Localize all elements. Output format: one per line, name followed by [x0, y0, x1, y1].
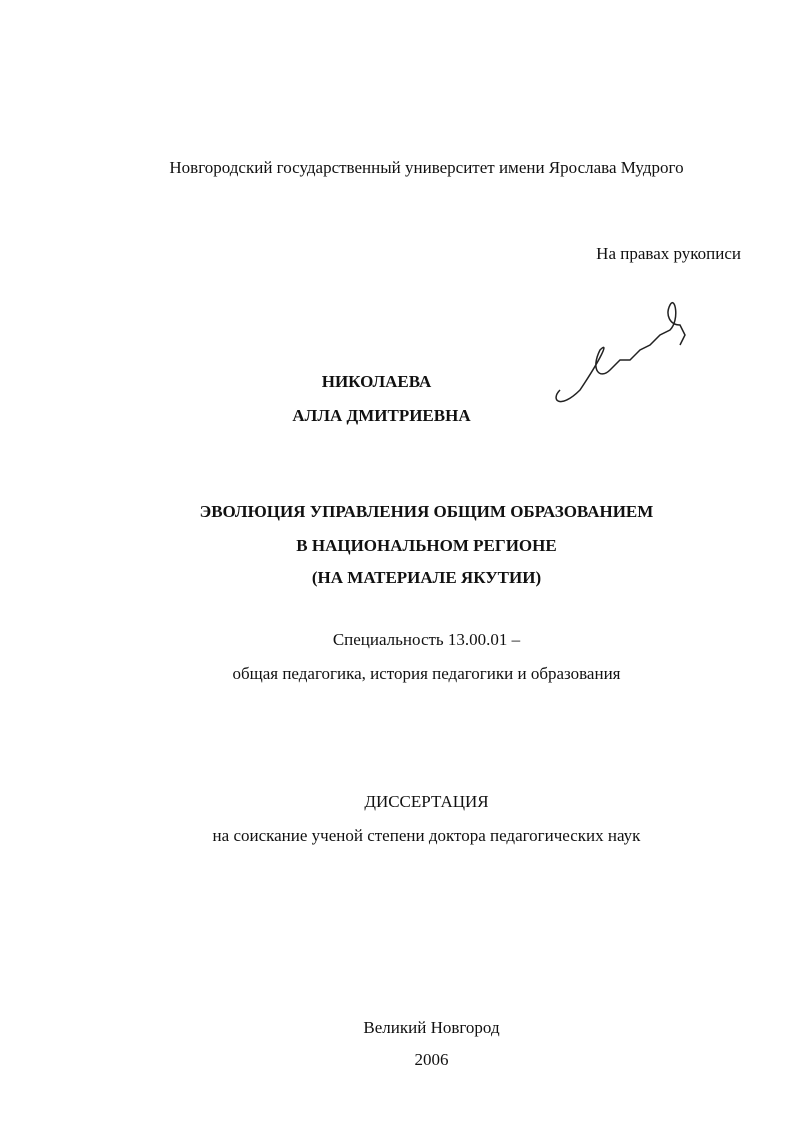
year: 2006 [414, 1050, 449, 1069]
rights-note: На правах рукописи [596, 244, 741, 263]
author-name: АЛЛА ДМИТРИЕВНА [292, 406, 471, 425]
title-line-1: ЭВОЛЮЦИЯ УПРАВЛЕНИЯ ОБЩИМ ОБРАЗОВАНИЕМ [199, 502, 654, 521]
specialty-name: общая педагогика, история педагогики и образования [232, 664, 621, 683]
university: Новгородский государственный университет имени Ярослава Мудрого [169, 158, 684, 177]
title-line-3: (НА МАТЕРИАЛЕ ЯКУТИИ) [311, 568, 542, 587]
doc-type: ДИССЕРТАЦИЯ [364, 792, 489, 811]
author-surname: НИКОЛАЕВА [321, 372, 432, 391]
title-line-2: В НАЦИОНАЛЬНОМ РЕГИОНЕ [296, 536, 557, 555]
degree: на соискание ученой степени доктора педагогических наук [212, 826, 641, 845]
city: Великий Новгород [363, 1018, 500, 1037]
signature [540, 290, 710, 420]
specialty-code: Специальность 13.00.01 – [332, 630, 521, 649]
